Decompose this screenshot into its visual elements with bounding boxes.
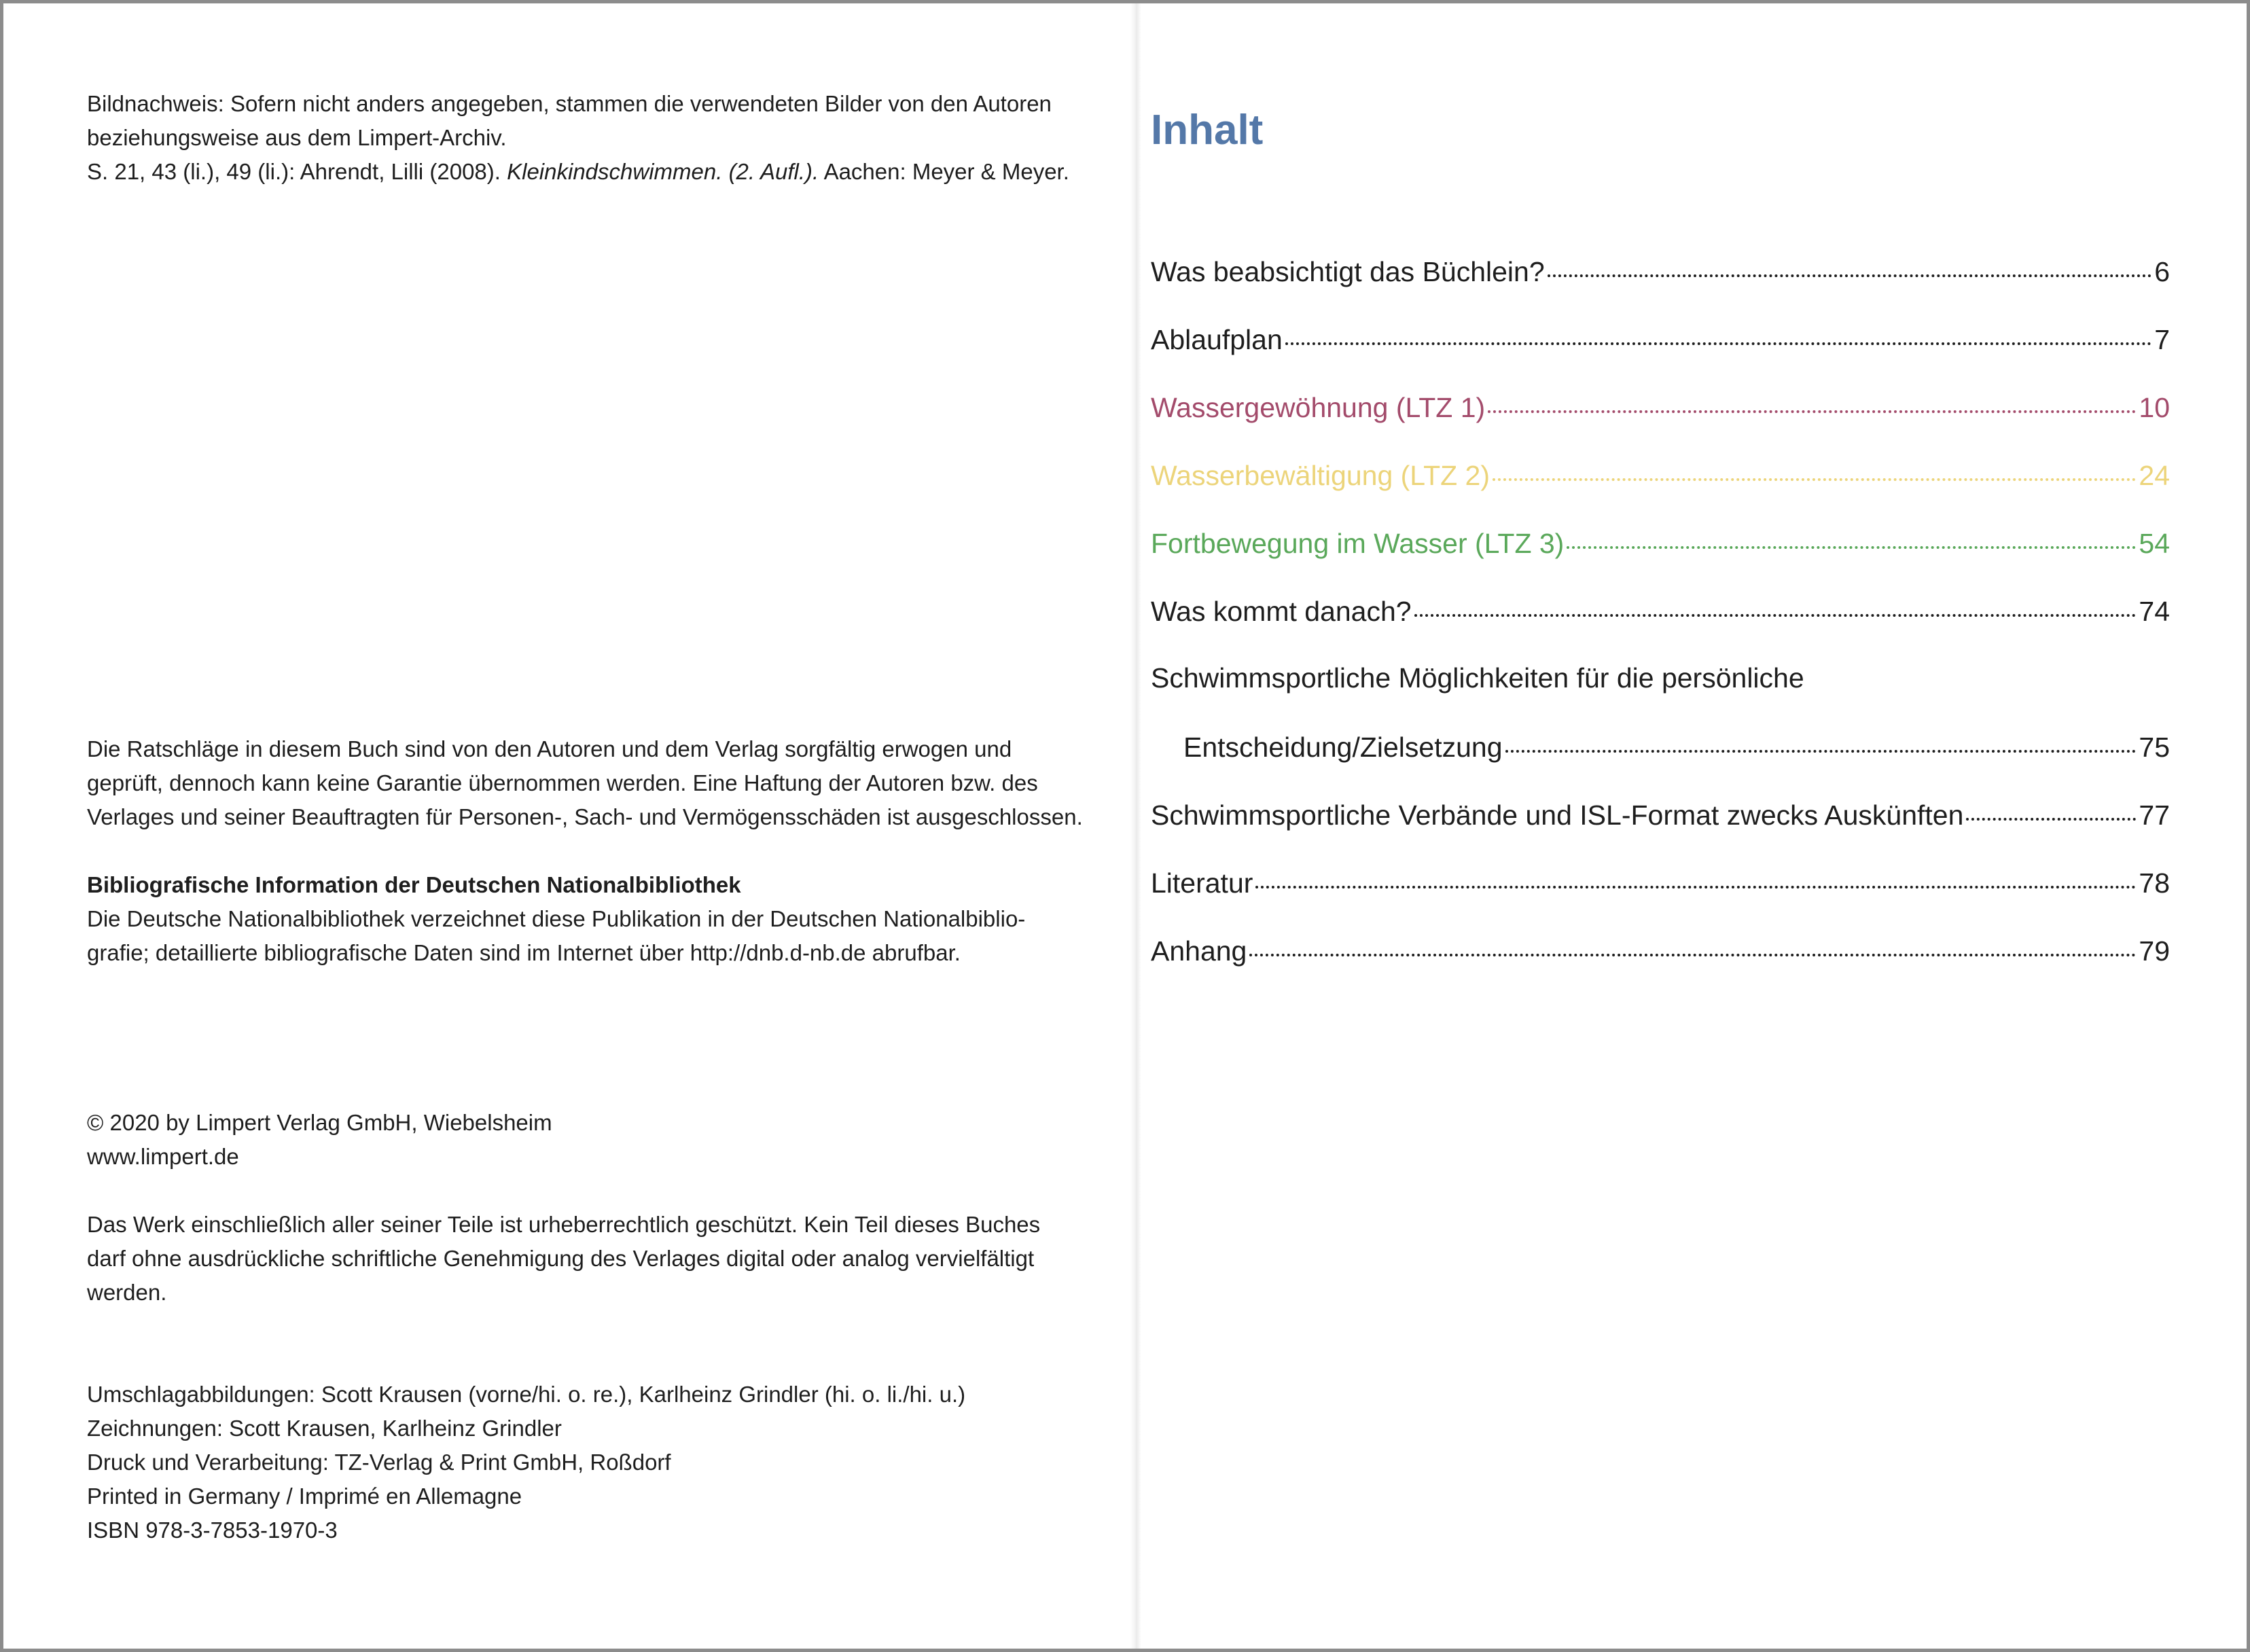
- toc-dot-leader: [1488, 410, 2136, 413]
- toc-dot-leader: [1493, 478, 2136, 481]
- toc-entry-title: Fortbewegung im Wasser (LTZ 3): [1151, 528, 1565, 559]
- printed-in-line: Printed in Germany / Imprimé en Allemagne: [87, 1484, 522, 1509]
- toc-entry-page: 74: [2139, 596, 2170, 627]
- toc-entry-title: Wassergewöhnung (LTZ 1): [1151, 392, 1486, 423]
- toc-dot-leader: [1249, 954, 2136, 956]
- image-credits-line-1: Bildnachweis: Sofern nicht anders angegeben, stammen die verwendeten Bilder von den Autoren: [87, 91, 1052, 116]
- disclaimer-line-3: Verlages und seiner Beauftragten für Personen-, Sach- und Vermögensschäden ist ausgeschlossen.: [87, 804, 1083, 829]
- credits-source: S. 21, 43 (li.), 49 (li.): Ahrendt, Lilli (2008).: [87, 159, 507, 184]
- toc-entry-page: 6: [2154, 256, 2170, 287]
- biblio-heading: Bibliografische Information der Deutschen Nationalbibliothek: [87, 872, 741, 897]
- toc-entry[interactable]: [1151, 387, 2170, 428]
- toc-entry[interactable]: [1151, 591, 2170, 632]
- credits-publisher: Aachen: Meyer & Meyer.: [819, 159, 1069, 184]
- toc-dot-leader: [1414, 614, 2137, 617]
- biblio-line-2: grafie; detaillierte bibliografische Daten sind im Internet über http://dnb.d-nb.de abrufbar.: [87, 940, 961, 965]
- toc-entry[interactable]: [1183, 727, 2170, 768]
- toc-dot-leader: [1505, 750, 2137, 753]
- book-gutter: [1130, 3, 1141, 1649]
- printing-credit: Druck und Verarbeitung: TZ-Verlag & Print GmbH, Roßdorf: [87, 1450, 671, 1475]
- toc-entry-page: 79: [2139, 935, 2170, 967]
- toc-entry-page: 10: [2139, 392, 2170, 423]
- toc-dot-leader: [1966, 818, 2136, 821]
- toc-dot-leader: [1255, 886, 2136, 888]
- toc-entry[interactable]: [1151, 523, 2170, 564]
- toc-entry[interactable]: [1151, 795, 2170, 836]
- toc-entry-page: 77: [2139, 800, 2170, 831]
- disclaimer-line-2: geprüft, dennoch kann keine Garantie übernommen werden. Eine Haftung der Autoren bzw. des: [87, 770, 1038, 795]
- toc-entry-title: Literatur: [1151, 867, 1253, 899]
- publisher-website: www.limpert.de: [87, 1144, 239, 1169]
- toc-entry-title: Anhang: [1151, 935, 1247, 967]
- biblio-line-1: Die Deutsche Nationalbibliothek verzeichnet diese Publikation in der Deutschen Nationalbiblio-: [87, 906, 1026, 931]
- toc-entry[interactable]: [1151, 251, 2170, 292]
- cover-images-credit: Umschlagabbildungen: Scott Krausen (vorne/hi. o. re.), Karlheinz Grindler (hi. o. li./hi. u.): [87, 1382, 966, 1407]
- rights-line-1: Das Werk einschließlich aller seiner Teile ist urheberrechtlich geschützt. Kein Teil dieses Buches: [87, 1212, 1041, 1237]
- toc-dot-leader: [1548, 274, 2152, 277]
- toc-entry[interactable]: [1151, 931, 2170, 971]
- toc-entry[interactable]: [1151, 455, 2170, 496]
- toc-entry-title: Ablaufplan: [1151, 324, 1283, 355]
- toc-dot-leader: [1567, 546, 2136, 549]
- copyright-line: © 2020 by Limpert Verlag GmbH, Wiebelsheim: [87, 1110, 552, 1135]
- toc-entry-page: 54: [2139, 528, 2170, 559]
- rights-line-2: darf ohne ausdrückliche schriftliche Genehmigung des Verlages digital oder analog vervielfältigt: [87, 1246, 1035, 1271]
- toc-entry[interactable]: [1151, 863, 2170, 903]
- toc-entry-title: Entscheidung/Zielsetzung: [1183, 732, 1503, 763]
- toc-dot-leader: [1285, 342, 2151, 345]
- drawings-credit: Zeichnungen: Scott Krausen, Karlheinz Grindler: [87, 1416, 562, 1441]
- image-credits-line-2: beziehungsweise aus dem Limpert-Archiv.: [87, 125, 507, 150]
- toc-entry-title: Was beabsichtigt das Büchlein?: [1151, 256, 1545, 287]
- toc-entry-title: Wasserbewältigung (LTZ 2): [1151, 460, 1490, 491]
- image-credits-line-3: [87, 155, 1120, 189]
- toc-entry-first-line: Schwimmsportliche Möglichkeiten für die persönliche: [1151, 662, 1804, 694]
- credits-book-title: Kleinkindschwimmen. (2. Aufl.).: [507, 159, 819, 184]
- toc-entry[interactable]: [1151, 319, 2170, 360]
- toc-entry-page: 78: [2139, 867, 2170, 899]
- toc-entry-page: 24: [2139, 460, 2170, 491]
- toc-entry-page: 75: [2139, 732, 2170, 763]
- isbn-line: ISBN 978-3-7853-1970-3: [87, 1518, 338, 1543]
- rights-line-3: werden.: [87, 1280, 167, 1305]
- toc-title: Inhalt: [1151, 107, 1264, 154]
- disclaimer-line-1: Die Ratschläge in diesem Buch sind von den Autoren und dem Verlag sorgfältig erwogen und: [87, 736, 1012, 761]
- toc-entry-page: 7: [2154, 324, 2170, 355]
- toc-entry-title: Was kommt danach?: [1151, 596, 1412, 627]
- toc-entry-title: Schwimmsportliche Verbände und ISL-Format zwecks Auskünften: [1151, 800, 1964, 831]
